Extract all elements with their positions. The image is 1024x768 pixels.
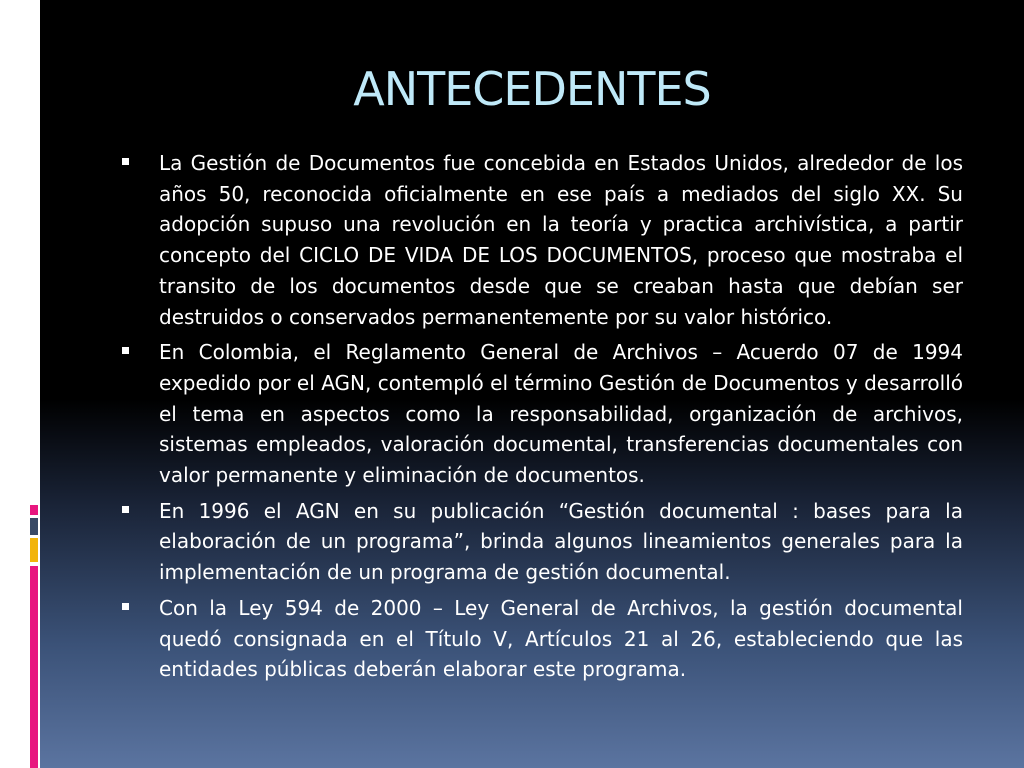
bullet-item (118, 148, 963, 332)
bullet-text: Con la Ley 594 de 2000 – Ley General de Archivos, la gestión documental quedó consignada en el Título V, Artículos 21 al 26, estableciendo que las entidades públicas deberán elaborar este programa. (159, 595, 963, 682)
bullet-text: En Colombia, el Reglamento General de Archivos – Acuerdo 07 de 1994 expedido por el AGN, contempló el término Gestión de Documentos y desarrolló el tema en aspectos como la responsabilidad, organización de archivos, sistemas empleados, valoración documental, transferencias documentales con valor permanente y eliminación de documentos. (159, 340, 963, 488)
slide-title: ANTECEDENTES (353, 62, 711, 116)
accent-bar-magenta-tall (30, 566, 38, 768)
bullet-text: La Gestión de Documentos fue concebida en Estados Unidos, alrededor de los años 50, reconocida oficialmente en ese país a mediados del siglo XX. Su adopción supuso una revolución en la teoría y practica archivística, a partir concepto del CICLO DE VIDA DE LOS DOCUMENTOS, proceso que mostraba el transito de los documentos desde que se creaban hasta que debían ser destruidos o conservados permanentemente por su valor histórico. (159, 151, 963, 329)
bullet-list (118, 148, 963, 690)
accent-bar-slate (30, 518, 38, 535)
square-bullet-icon (122, 347, 129, 354)
accent-bar-magenta-small (30, 505, 38, 515)
accent-bar-yellow (30, 538, 38, 562)
square-bullet-icon (122, 603, 129, 610)
square-bullet-icon (122, 506, 129, 513)
bullet-item (118, 496, 963, 588)
bullet-item (118, 337, 963, 491)
bullet-item (118, 593, 963, 685)
bullet-text: En 1996 el AGN en su publicación “Gestión documental : bases para la elaboración de un programa”, brinda algunos lineamientos generales para la implementación de un programa de gestión documental. (159, 498, 963, 585)
square-bullet-icon (122, 158, 129, 165)
